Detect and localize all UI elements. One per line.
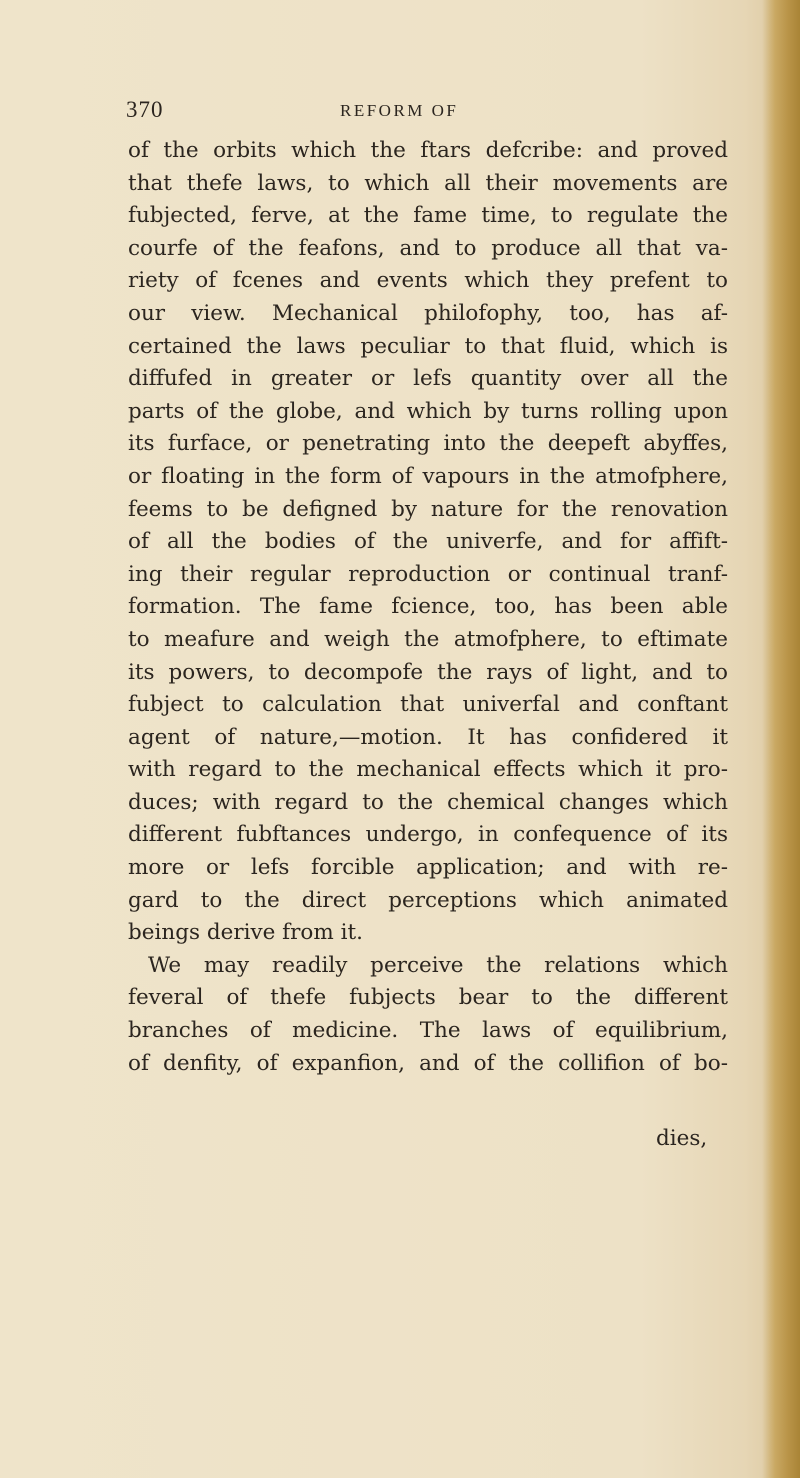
text-line: gard to the direct perceptions which animated [128, 887, 728, 913]
text-line: with regard to the mechanical effects which it pro- [128, 757, 728, 783]
page-header [126, 97, 718, 131]
text-line: its furface, or penetrating into the deepeft abyffes, [128, 431, 728, 457]
page-number: 370 [126, 97, 164, 122]
text-line: branches of medicine. The laws of equilibrium, [128, 1018, 728, 1044]
text-line: riety of fcenes and events which they prefent to [128, 268, 728, 294]
text-line: our view. Mechanical philofophy, too, has af- [128, 300, 728, 326]
text-line: agent of nature,—motion. It has confidered it [128, 724, 728, 750]
text-line: that thefe laws, to which all their movements are [128, 170, 728, 196]
text-line: to meafure and weigh the atmofphere, to eftimate [128, 626, 728, 652]
text-line: of the orbits which the ftars defcribe: and proved [128, 138, 728, 163]
text-line: courfe of the feafons, and to produce all that va- [128, 235, 728, 261]
text-line: more or lefs forcible application; and with re- [128, 855, 728, 881]
text-line: fubject to calculation that univerfal and conftant [128, 692, 728, 718]
page-edge [762, 0, 800, 1478]
text-line: certained the laws peculiar to that fluid, which is [128, 333, 728, 359]
text-line: duces; with regard to the chemical changes which [128, 789, 728, 815]
text-line: ing their regular reproduction or continual tranf- [128, 561, 728, 587]
text-line: or floating in the form of vapours in the atmofphere, [128, 463, 728, 489]
body-text [128, 135, 728, 1080]
text-line: its powers, to decompofe the rays of light, and to [128, 659, 728, 685]
text-line: parts of the globe, and which by turns rolling upon [128, 398, 728, 424]
text-line: beings derive from it. [128, 920, 363, 946]
text-line: formation. The fame fcience, too, has been able [128, 594, 728, 620]
text-line: feveral of thefe fubjects bear to the different [128, 985, 728, 1011]
text-line: feems to be defigned by nature for the renovation [128, 496, 728, 522]
text-line: of all the bodies of the univerfe, and for affift- [128, 529, 728, 555]
text-line: fubjected, ferve, at the fame time, to regulate the [128, 203, 728, 229]
catchword: dies, [656, 1126, 708, 1151]
text-line: different fubftances undergo, in confequence of its [128, 822, 728, 848]
text-line: diffufed in greater or lefs quantity over all the [128, 366, 728, 392]
text-line: We may readily perceive the relations which [148, 952, 728, 978]
running-head: REFORM OF [340, 101, 459, 120]
text-line: of denfity, of expanfion, and of the collifion of bo- [128, 1050, 728, 1076]
